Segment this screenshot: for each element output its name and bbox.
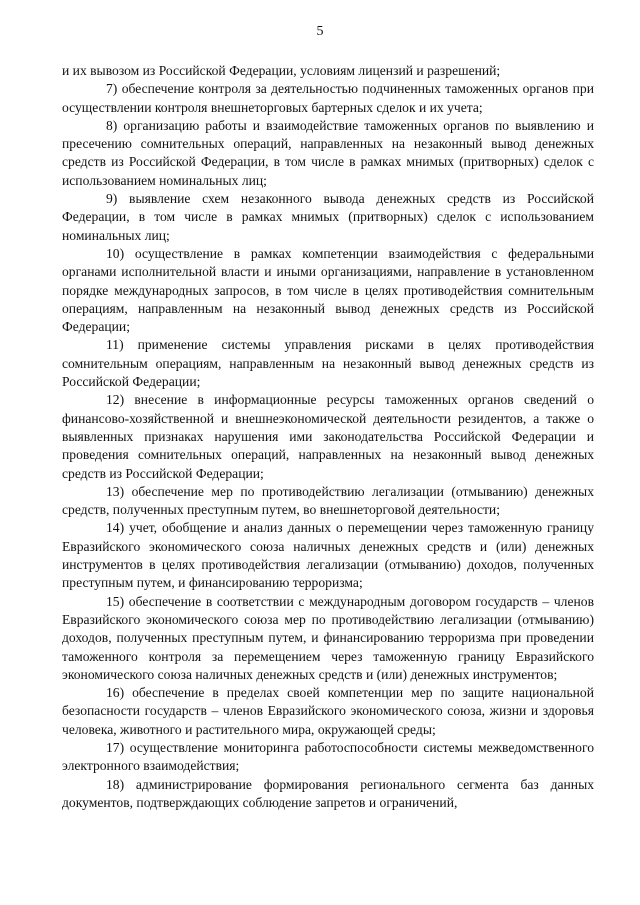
list-item-14: 14) учет, обобщение и анализ данных о перемещении через таможенную границу Евразийского экономического союза наличных денежных средств и (или) денежных инструментов в целях противодействия легализации (отмыванию) доходов, полученных преступным путем, и финансированию терроризма; [62,520,594,591]
list-item-7: 7) обеспечение контроля за деятельностью подчиненных таможенных органов при осуществлении контроля внешнеторговых бартерных сделок и их учета; [62,81,594,115]
list-item-9: 9) выявление схем незаконного вывода денежных средств из Российской Федерации, в том числе в рамках мнимых (притворных) сделок с использованием номинальных лиц; [62,191,594,243]
document-body [62,62,594,812]
list-item-12: 12) внесение в информационные ресурсы таможенных органов сведений о финансово-хозяйственной и внешнеэкономической деятельности резидентов, а также о выявленных признаках нарушения ими законодательства Российской Федерации и проведения сомнительных операций, направленных на незаконный вывод денежных средств из Российской Федерации; [62,392,594,481]
page-number: 5 [316,24,324,39]
list-item-8: 8) организацию работы и взаимодействие таможенных органов по выявлению и пресечению сомнительных операций, направленных на незаконный вывод денежных средств из Российской Федерации, в том числе в рамках мнимых (притворных) сделок с использованием номинальных лиц; [62,117,594,188]
list-item-15: 15) обеспечение в соответствии с международным договором государств – членов Евразийского экономического союза мер по противодействию легализации (отмыванию) доходов, полученных преступным путем, и финансированию терроризма при проведении таможенного контроля за перемещением через таможенную границу Евразийского экономического союза наличных денежных средств и (или) денежных инструментов; [62,593,594,682]
list-item-18: 18) администрирование формирования регионального сегмента баз данных документов, подтверждающих соблюдение запретов и ограничений, [62,776,594,810]
list-item-16: 16) обеспечение в пределах своей компетенции мер по защите национальной безопасности государств – членов Евразийского экономического союза, жизни и здоровья человека, животного и растительного мира, окружающей среды; [62,685,594,737]
list-item-11: 11) применение системы управления рисками в целях противодействия сомнительным операциям, направленным на незаконный вывод денежных средств из Российской Федерации; [62,337,594,390]
paragraph-continuation: и их вывозом из Российской Федерации, условиям лицензий и разрешений; [62,63,501,78]
list-item-13: 13) обеспечение мер по противодействию легализации (отмыванию) денежных средств, полученных преступным путем, во внешнеторговой деятельности; [62,483,594,518]
list-item-17: 17) осуществление мониторинга работоспособности системы межведомственного электронного взаимодействия; [62,739,594,774]
list-item-10: 10) осуществление в рамках компетенции взаимодействия с федеральными органами исполнительной власти и иными организациями, направление в установленном порядке международных запросов, в том числе в целях противодействия сомнительным операциям, направленным на незаконный вывод денежных средств из Российской Федерации; [62,245,594,335]
